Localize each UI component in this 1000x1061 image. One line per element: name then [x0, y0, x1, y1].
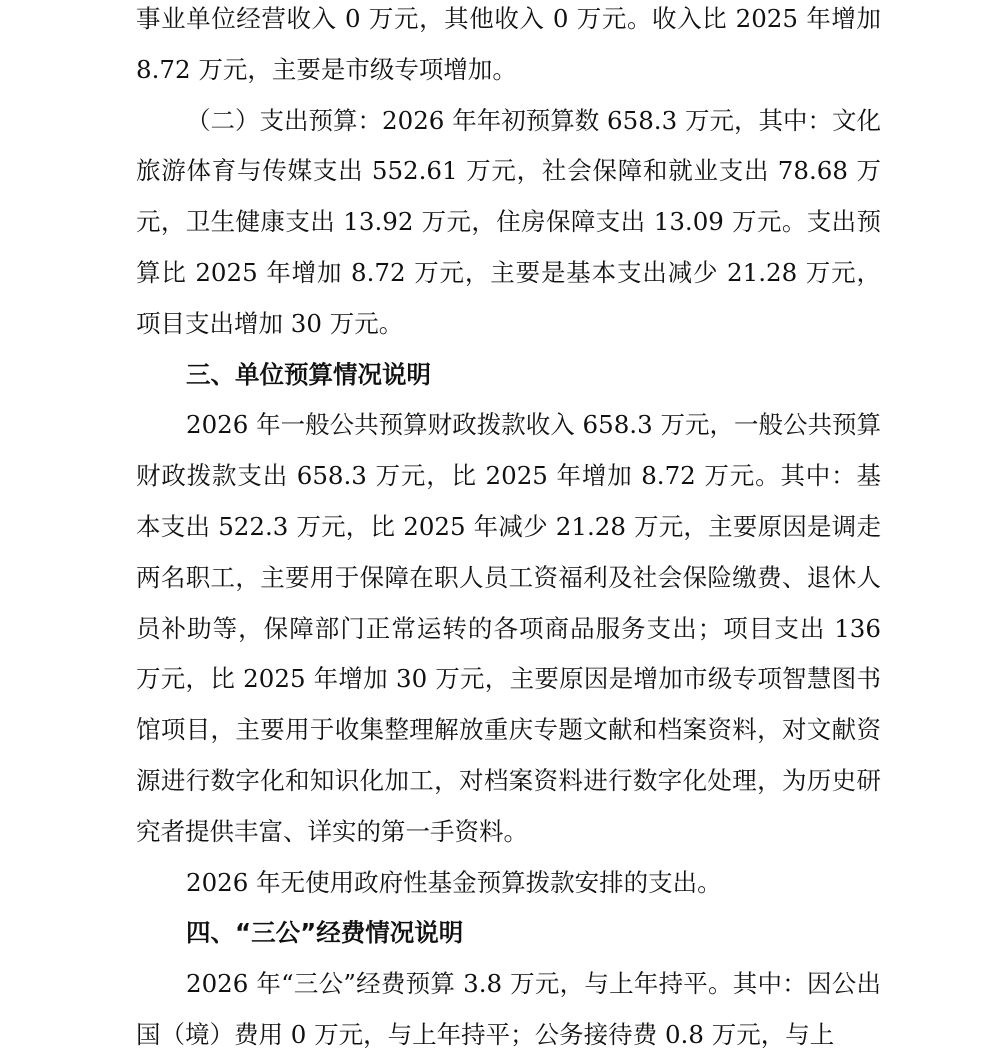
paragraph-expenditure-budget: （二）支出预算：2026 年年初预算数 658.3 万元，其中：文化旅游体育与传媒支出 552.61 万元，社会保障和就业支出 78.68 万元，卫生健康支出 13.92 万元，住房保障支出 13.09 万元。支出预算比 2025 年增加 8.72 万元，主要是基本支出减少 21.28 万元，项目支出增加 30 万元。: [136, 105, 881, 338]
section-heading-unit-budget: 三、单位预算情况说明: [186, 359, 431, 389]
document-page: [136, 0, 881, 1061]
paragraph-three-public-expenses: 2026 年“三公”经费预算 3.8 万元，与上年持平。其中：因公出国（境）费用 0 万元，与上年持平；公务接待费 0.8 万元，与上: [136, 969, 881, 1049]
paragraph-government-fund: 2026 年无使用政府性基金预算拨款安排的支出。: [186, 867, 722, 897]
section-heading-three-public: 四、“三公”经费情况说明: [186, 918, 464, 948]
paragraph-income-continued: 事业单位经营收入 0 万元，其他收入 0 万元。收入比 2025 年增加 8.72 万元，主要是市级专项增加。: [136, 4, 881, 84]
paragraph-general-public-budget: 2026 年一般公共预算财政拨款收入 658.3 万元，一般公共预算财政拨款支出 658.3 万元，比 2025 年增加 8.72 万元。其中：基本支出 522.3 万元，比 2025 年减少 21.28 万元，主要原因是调走两名职工，主要用于保障在职人员工资福利及社会保险缴费、退休人员补助等，保障部门正常运转的各项商品服务支出；项目支出 136 万元，比 2025 年增加 30 万元，主要原因是增加市级专项智慧图书馆项目，主要用于收集整理解放重庆专题文献和档案资料，对文献资源进行数字化和知识化加工，对档案资料进行数字化处理，为历史研究者提供丰富、详实的第一手资料。: [136, 410, 881, 846]
